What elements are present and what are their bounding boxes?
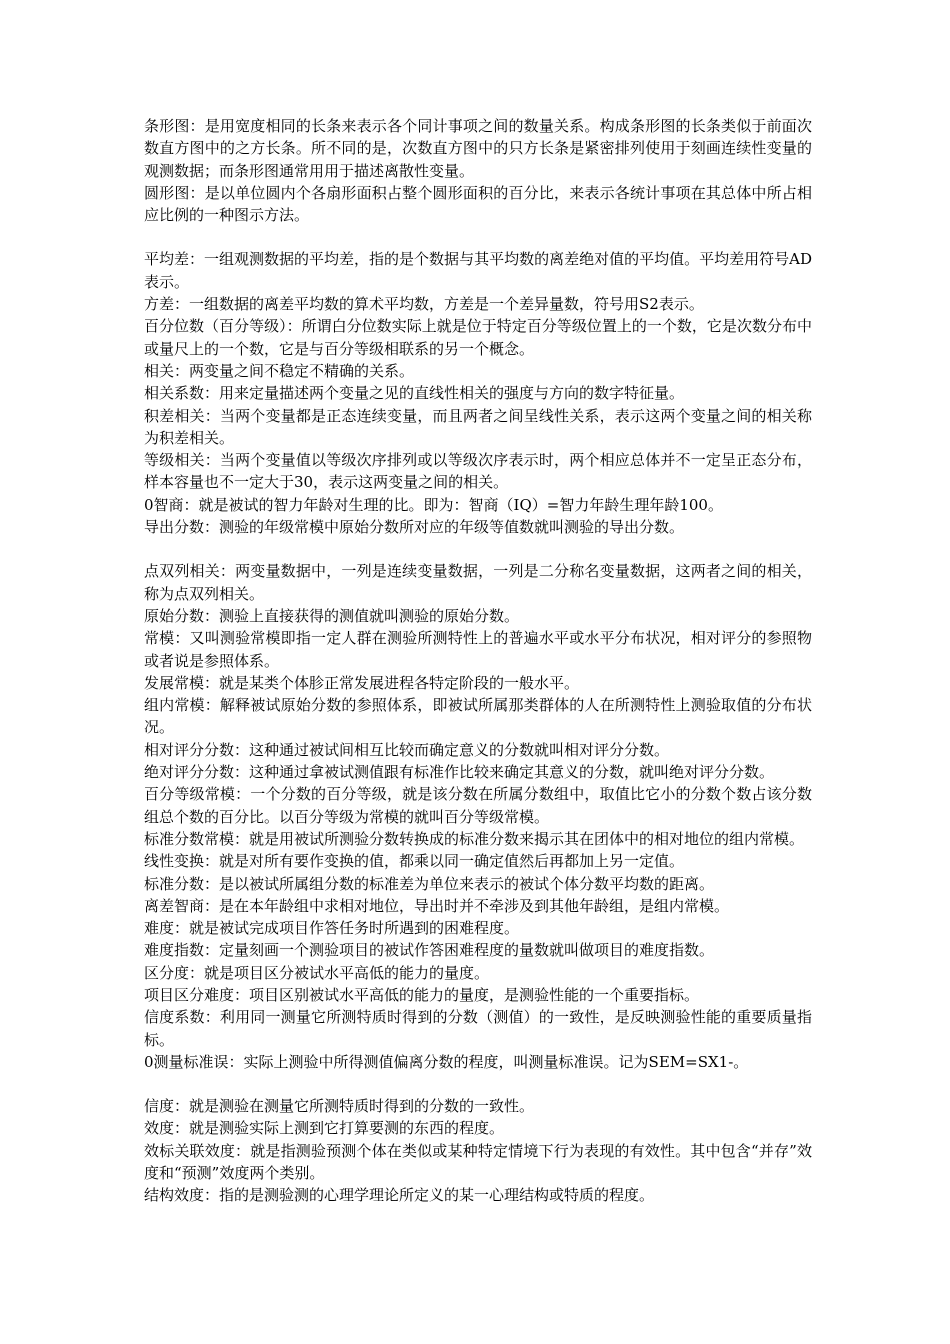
paragraph-deviation-iq: 离差智商：是在本年龄组中求相对地位，导出时并不牵涉及到其他年龄组，是组内常模。 xyxy=(144,896,730,915)
section-norms xyxy=(144,560,812,1073)
document-page xyxy=(144,115,812,1229)
paragraph-discrimination: 区分度：就是项目区分被试水平高低的能力的量度。 xyxy=(144,963,490,982)
paragraph-derived-score: 导出分数：测验的年级常模中原始分数所对应的年级等值数就叫测验的导出分数。 xyxy=(144,518,685,537)
paragraph-mean-deviation: 平均差：一组观测数据的平均差，指的是个数据与其平均数的离差绝对值的平均值。平均差用符号AD表示。 xyxy=(144,250,812,291)
paragraph-standard-error: 0测量标准误：实际上测验中所得测值偏离分数的程度，叫测量标准误。记为SEM=SX1-。 xyxy=(144,1052,749,1071)
paragraph-developmental-norm: 发展常模：就是某类个体胗正常发展进程各特定阶段的一般水平。 xyxy=(144,673,580,692)
paragraph-iq: 0智商：就是被试的智力年龄对生理的比。即为：智商（IQ）=智力年龄生理年龄100。 xyxy=(144,495,723,514)
paragraph-linear-transform: 线性变换：就是对所有要作变换的值，都乘以同一确定值然后再都加上另一定值。 xyxy=(144,852,685,871)
paragraph-rank-correlation: 等级相关：当两个变量值以等级次序排列或以等级次序表示时，两个相应总体并不一定呈正态分布，样本容量也不一定大于30，表示这两变量之间的相关。 xyxy=(144,451,812,492)
paragraph-relative-score: 相对评分分数：这种通过被试间相互比较而确定意义的分数就叫相对评分分数。 xyxy=(144,740,670,759)
paragraph-percentile-norm: 百分等级常模：一个分数的百分等级，就是该分数在所属分数组中，取值比它小的分数个数占该分数组总个数的百分比。以百分等级为常模的就叫百分等级常模。 xyxy=(144,785,812,826)
section-statistics xyxy=(144,248,812,538)
paragraph-standard-score: 标准分数：是以被试所属组分数的标准差为单位来表示的被试个体分数平均数的距离。 xyxy=(144,874,715,893)
paragraph-difficulty: 难度：就是被试完成项目作答任务时所遇到的困难程度。 xyxy=(144,919,520,938)
paragraph-difficulty-index: 难度指数：定量刻画一个测验项目的被试作答困难程度的量数就叫做项目的难度指数。 xyxy=(144,941,715,960)
paragraph-within-group-norm: 组内常模：解释被试原始分数的参照体系，即被试所属那类群体的人在所测特性上测验取值的分布状况。 xyxy=(144,696,812,737)
paragraph-construct-validity: 结构效度：指的是测验测的心理学理论所定义的某一心理结构或特质的程度。 xyxy=(144,1186,655,1205)
paragraph-absolute-score: 绝对评分分数：这种通过拿被试测值跟有标准作比较来确定其意义的分数，就叫绝对评分分数。 xyxy=(144,763,775,782)
paragraph-standard-score-norm: 标准分数常模：就是用被试所测验分数转换成的标准分数来揭示其在团体中的相对地位的组内常模。 xyxy=(144,829,805,848)
paragraph-reliability: 信度：就是测验在测量它所测特质时得到的分数的一致性。 xyxy=(144,1097,535,1116)
paragraph-validity: 效度：就是测验实际上测到它打算要测的东西的程度。 xyxy=(144,1119,505,1138)
paragraph-item-discrimination: 项目区分难度：项目区别被试水平高低的能力的量度，是测验性能的一个重要指标。 xyxy=(144,985,700,1004)
paragraph-bar-chart: 条形图：是用宽度相同的长条来表示各个同计事项之间的数量关系。构成条形图的长条类似于前面次数直方图中的之方长条。所不同的是，次数直方图中的只方长条是紧密排列使用于刻画连续性变量的观测数据；而条形图通常用用于描述离散性变量。 xyxy=(144,117,812,180)
paragraph-criterion-validity: 效标关联效度：就是指测验预测个体在类似或某种特定情境下行为表现的有效性。其中包含“并存”效度和“预测”效度两个类别。 xyxy=(144,1141,812,1183)
paragraph-correlation-coefficient: 相关系数：用来定量描述两个变量之见的直线性相关的强度与方向的数字特征量。 xyxy=(144,384,685,403)
paragraph-pie-chart: 圆形图：是以单位圆内个各扇形面积占整个圆形面积的百分比，来表示各统计事项在其总体中所占相应比例的一种图示方法。 xyxy=(144,183,812,225)
paragraph-variance: 方差：一组数据的离差平均数的算术平均数，方差是一个差异量数，符号用S2表示。 xyxy=(144,295,704,314)
paragraph-point-biserial: 点双列相关：两变量数据中，一列是连续变量数据，一列是二分称名变量数据，这两者之间的相关，称为点双列相关。 xyxy=(144,562,812,603)
paragraph-raw-score: 原始分数：测验上直接获得的测值就叫测验的原始分数。 xyxy=(144,606,520,625)
section-charts xyxy=(144,115,812,226)
section-validity xyxy=(144,1095,812,1206)
paragraph-correlation: 相关：两变量之间不稳定不精确的关系。 xyxy=(144,361,415,380)
paragraph-reliability-coefficient: 信度系数：利用同一测量它所测特质时得到的分数（测值）的一致性，是反映测验性能的重要质量指标。 xyxy=(144,1008,812,1049)
paragraph-norm: 常模：又叫测验常模即指一定人群在测验所测特性上的普遍水平或水平分布状况，相对评分的参照物或者说是参照体系。 xyxy=(144,629,812,670)
paragraph-percentile: 百分位数（百分等级）：所谓白分位数实际上就是位于特定百分等级位置上的一个数，它是次数分布中或量尺上的一个数，它是与百分等级相联系的另一个概念。 xyxy=(144,317,812,358)
paragraph-product-moment-correlation: 积差相关：当两个变量都是正态连续变量，而且两者之间呈线性关系，表示这两个变量之间的相关称为积差相关。 xyxy=(144,406,812,447)
